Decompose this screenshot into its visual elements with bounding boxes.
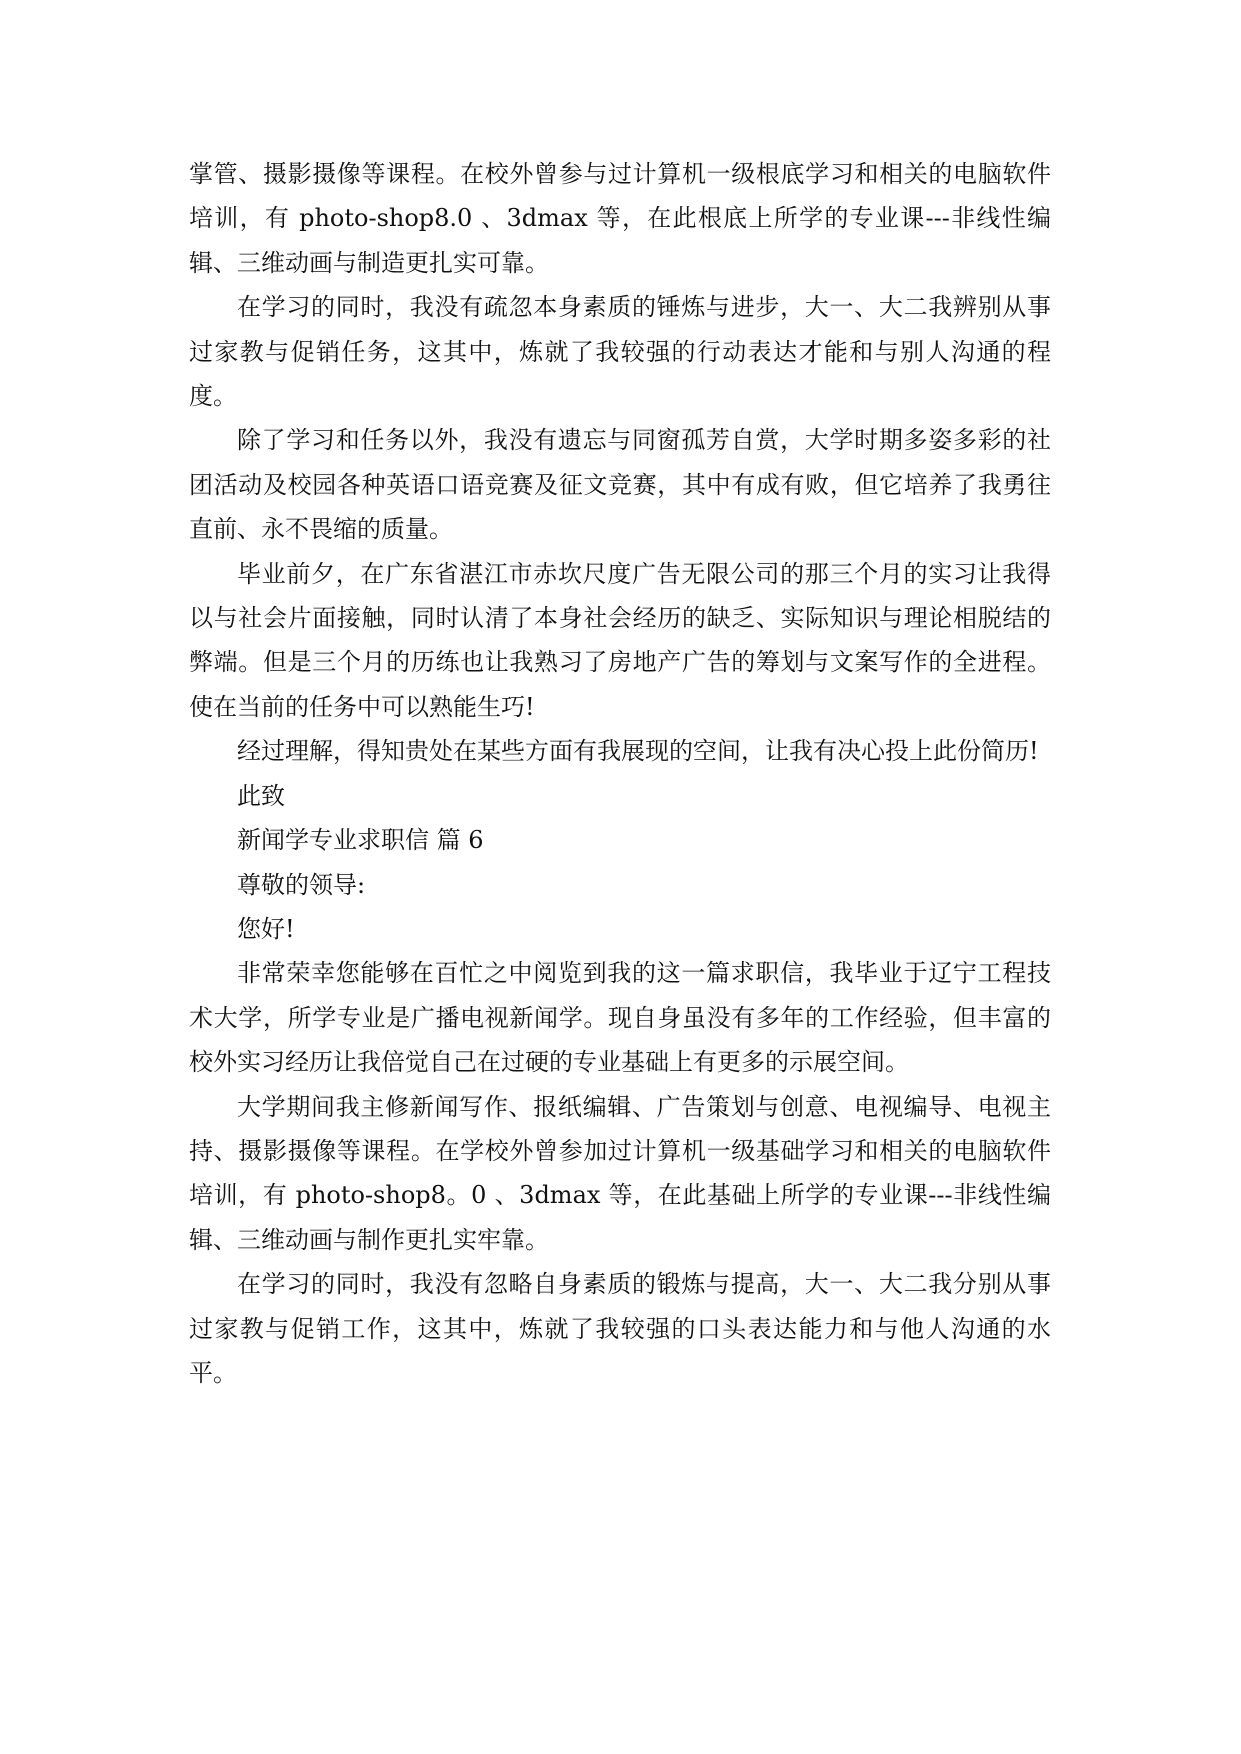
closing-salutation: 此致 — [237, 781, 285, 810]
paragraph: 毕业前夕，在广东省湛江市赤坎尺度广告无限公司的那三个月的实习让我得以与社会片面接触，同时认清了本身社会经历的缺乏、实际知识与理论相脱结的弊端。但是三个月的历练也让我熟习了房地产广告的筹划与文案写作的全进程。使在当前的任务中可以熟能生巧! — [189, 559, 1051, 721]
paragraph: 除了学习和任务以外，我没有遗忘与同窗孤芳自赏，大学时期多姿多彩的社团活动及校园各种英语口语竞赛及征文竞赛，其中有成有败，但它培养了我勇往直前、永不畏缩的质量。 — [189, 426, 1051, 544]
paragraph: 经过理解，得知贵处在某些方面有我展现的空间，让我有决心投上此份简历! — [237, 737, 1039, 766]
section-heading: 新闻学专业求职信 篇 6 — [237, 826, 484, 855]
paragraph: 非常荣幸您能够在百忙之中阅览到我的这一篇求职信，我毕业于辽宁工程技术大学，所学专业是广播电视新闻学。现自身虽没有多年的工作经验，但丰富的校外实习经历让我倍觉自己在过硬的专业基础上有更多的示展空间。 — [189, 959, 1051, 1077]
document-body — [189, 152, 1051, 1395]
greeting: 您好! — [237, 914, 295, 943]
paragraph: 在学习的同时，我没有疏忽本身素质的锤炼与进步，大一、大二我辨别从事过家教与促销任务，这其中，炼就了我较强的行动表达才能和与别人沟通的程度。 — [189, 293, 1051, 411]
greeting: 尊敬的领导: — [237, 870, 366, 899]
paragraph: 掌管、摄影摄像等课程。在校外曾参与过计算机一级根底学习和相关的电脑软件培训，有 photo-shop8.0 、3dmax 等，在此根底上所学的专业课---非线性编辑、三维动画与制造更扎实可靠。 — [189, 160, 1051, 277]
paragraph: 大学期间我主修新闻写作、报纸编辑、广告策划与创意、电视编导、电视主持、摄影摄像等课程。在学校外曾参加过计算机一级基础学习和相关的电脑软件培训，有 photo-shop8。0 、3dmax 等，在此基础上所学的专业课---非线性编辑、三维动画与制作更扎实牢靠。 — [189, 1092, 1051, 1254]
paragraph: 在学习的同时，我没有忽略自身素质的锻炼与提高，大一、大二我分别从事过家教与促销工作，这其中，炼就了我较强的口头表达能力和与他人沟通的水平。 — [189, 1270, 1051, 1387]
